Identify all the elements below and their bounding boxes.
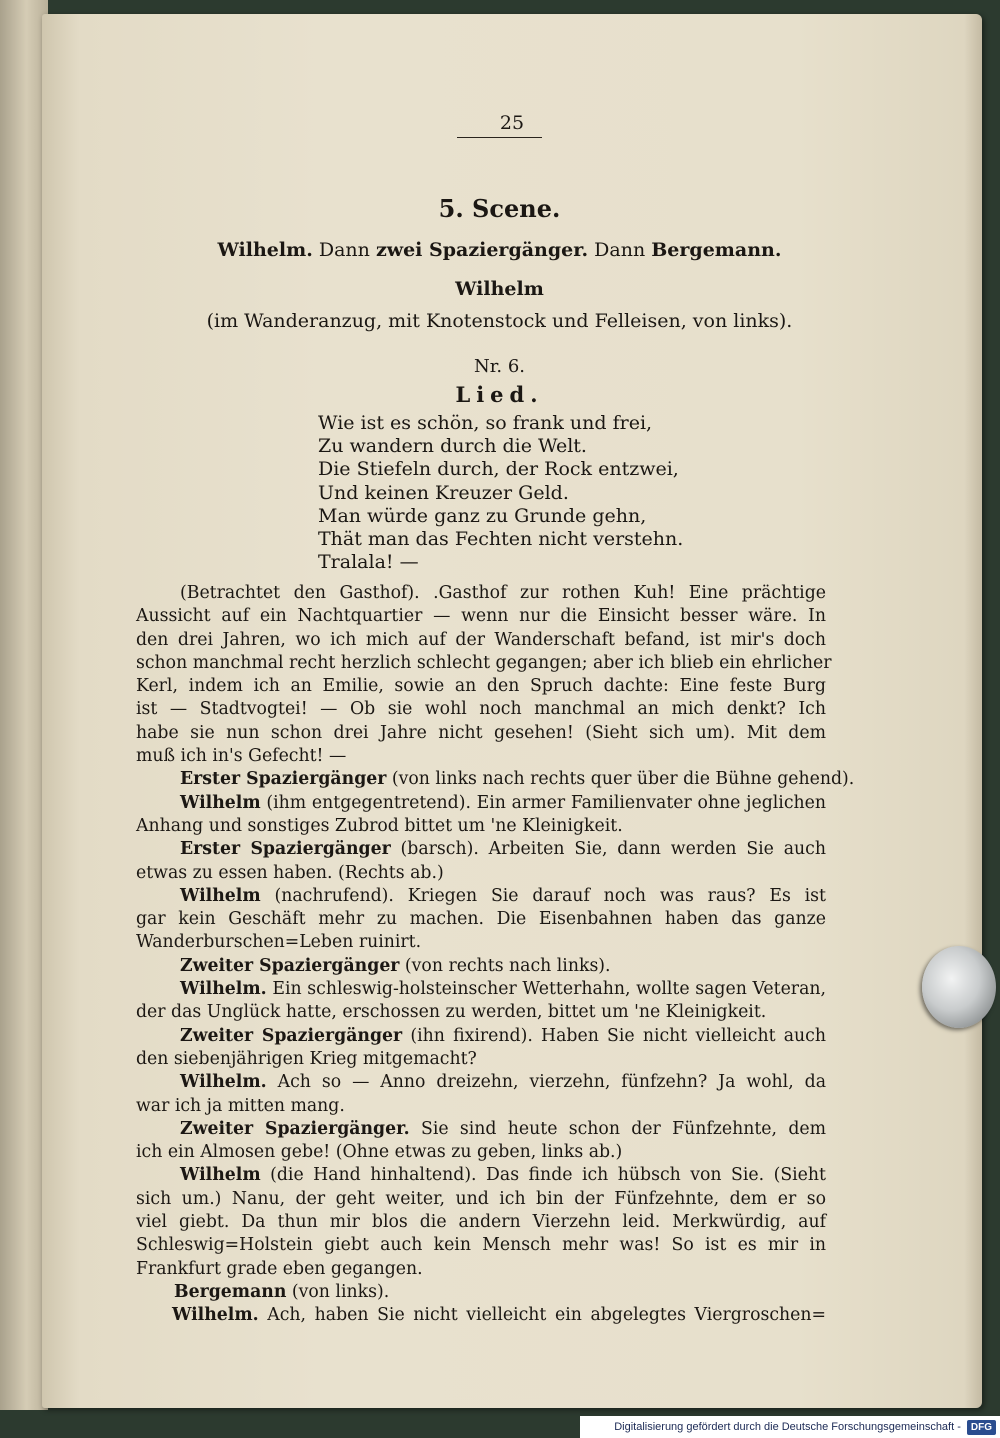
text-line: etwas zu essen haben. (Rechts ab.) bbox=[136, 862, 444, 883]
verse-line: Und keinen Kreuzer Geld. bbox=[318, 481, 569, 504]
verse-line: Wie ist es schön, so frank und frei, bbox=[318, 412, 653, 434]
dialogue-line: Zweiter Spaziergänger (von rechts nach links). bbox=[180, 955, 611, 976]
page-number: 25 bbox=[499, 112, 525, 134]
speaker-name: Zweiter Spaziergänger bbox=[180, 955, 400, 976]
text-line: Schleswig=Holstein giebt auch kein Mensch mehr was! So ist es mir in bbox=[136, 1235, 826, 1256]
book-page bbox=[42, 14, 982, 1408]
credit-text: Digitalisierung gefördert durch die Deutsche Forschungsgemeinschaft - bbox=[614, 1421, 961, 1433]
speaker-name: Wilhelm bbox=[180, 885, 261, 906]
cast-name: Bergemann. bbox=[651, 239, 782, 261]
scene-title: 5. Scene. bbox=[438, 194, 561, 223]
verse-line: Die Stiefeln durch, der Rock entzwei, bbox=[318, 458, 679, 481]
text-line: habe sie nun schon drei Jahre nicht gesehen! (Sieht sich um). Mit dem bbox=[136, 722, 826, 743]
speaker-name: Wilhelm. bbox=[180, 1072, 267, 1093]
text-line: muß ich in's Gefecht! — bbox=[136, 746, 347, 767]
text-line: ich ein Almosen gebe! (Ohne etwas zu geben, links ab.) bbox=[136, 1142, 623, 1163]
credit-bar bbox=[580, 1416, 1000, 1438]
text-line: sich um.) Nanu, der geht weiter, und ich bin der Fünfzehnte, dem er so bbox=[136, 1188, 826, 1209]
dialogue-line: Wilhelm (die Hand hinhaltend). Das finde ich hübsch von Sie. (Sieht bbox=[180, 1165, 826, 1186]
speaker-name: Wilhelm bbox=[180, 1165, 261, 1186]
speaker-name: Erster Spaziergänger bbox=[180, 839, 391, 860]
speaker-name: Wilhelm. bbox=[172, 1305, 259, 1326]
text-line: Anhang und sonstiges Zubrod bittet um 'ne Kleinigkeit. bbox=[136, 815, 623, 836]
text-line: den drei Jahren, wo ich mich auf der Wanderschaft befand, ist mir's doch bbox=[136, 629, 826, 650]
dialogue-line: Erster Spaziergänger (von links nach rechts quer über die Bühne gehend). bbox=[180, 769, 855, 790]
dialogue-line: Erster Spaziergänger (barsch). Arbeiten Sie, dann werden Sie auch bbox=[180, 839, 826, 860]
dialogue-text bbox=[136, 582, 855, 1328]
page-edge-shading bbox=[964, 14, 982, 1408]
speaker-heading: Wilhelm bbox=[455, 278, 544, 300]
dialogue-line: Wilhelm. Ach, haben Sie nicht vielleicht ein abgelegtes Viergroschen= bbox=[172, 1305, 826, 1326]
stage-direction: (im Wanderanzug, mit Knotenstock und Felleisen, von links). bbox=[206, 310, 793, 332]
dialogue-line: Wilhelm. Ach so — Anno dreizehn, vierzehn, fünfzehn? Ja wohl, da bbox=[180, 1072, 826, 1093]
text-line: schon manchmal recht herzlich schlecht gegangen; aber ich blieb ein ehrlicher bbox=[136, 652, 832, 673]
speaker-name: Zweiter Spaziergänger bbox=[180, 1025, 403, 1046]
dialogue-line: Wilhelm (ihm entgegentretend). Ein armer Familienvater ohne jeglichen bbox=[180, 792, 826, 813]
text-line: ist — Stadtvogtei! — Ob sie wohl noch manchmal an mich denkt? Ich bbox=[136, 699, 826, 720]
facing-page-edge bbox=[0, 0, 48, 1410]
text-line: Aussicht auf ein Nachtquartier — wenn nur die Einsicht besser wäre. In bbox=[136, 606, 826, 627]
speaker-name: Wilhelm bbox=[180, 792, 261, 813]
page-clip-object bbox=[922, 946, 996, 1028]
speaker-name: Bergemann bbox=[174, 1281, 287, 1302]
text-line: Wanderburschen=Leben ruinirt. bbox=[136, 932, 422, 953]
text-line: den siebenjährigen Krieg mitgemacht? bbox=[136, 1048, 477, 1069]
text-line: Kerl, indem ich an Emilie, sowie an den Spruch dachte: Eine feste Burg bbox=[136, 676, 826, 697]
verse-line: Thät man das Fechten nicht verstehn. bbox=[318, 528, 684, 551]
verse-line: Zu wandern durch die Welt. bbox=[318, 435, 587, 458]
dialogue-line: Bergemann (von links). bbox=[174, 1281, 390, 1302]
text-line: der das Unglück hatte, erschossen zu werden, bittet um 'ne Kleinigkeit. bbox=[136, 1002, 767, 1023]
text-line: Frankfurt grade eben gegangen. bbox=[136, 1258, 423, 1279]
dialogue-line: Zweiter Spaziergänger (ihn fixirend). Haben Sie nicht vielleicht auch bbox=[180, 1025, 826, 1046]
text-line: gar kein Geschäft mehr zu machen. Die Eisenbahnen haben das ganze bbox=[136, 909, 826, 930]
speaker-name: Wilhelm. bbox=[180, 979, 267, 1000]
cast-separator: Dann bbox=[594, 239, 646, 261]
dialogue-line: Wilhelm (nachrufend). Kriegen Sie darauf noch was raus? Es ist bbox=[180, 885, 826, 906]
dialogue-line: Zweiter Spaziergänger. Sie sind heute schon der Fünfzehnte, dem bbox=[180, 1118, 826, 1139]
verse-line: Tralala! — bbox=[318, 551, 419, 574]
cast-line bbox=[42, 239, 957, 261]
speaker-name: Zweiter Spaziergänger. bbox=[180, 1118, 410, 1139]
page-number-rule bbox=[457, 137, 542, 138]
cast-name: Wilhelm. bbox=[217, 239, 313, 261]
text-line: (Betrachtet den Gasthof). .Gasthof zur rothen Kuh! Eine prächtige bbox=[180, 583, 826, 603]
song-verse bbox=[318, 412, 683, 574]
cast-separator: Dann bbox=[318, 239, 370, 261]
speaker-name: Erster Spaziergänger bbox=[180, 769, 387, 790]
dialogue-line: Wilhelm. Ein schleswig-holsteinscher Wetterhahn, wollte sagen Veteran, bbox=[180, 979, 826, 1000]
verse-line: Man würde ganz zu Grunde gehn, bbox=[318, 504, 647, 527]
text-line: war ich ja mitten mang. bbox=[136, 1095, 345, 1116]
song-number: Nr. 6. bbox=[474, 356, 525, 377]
text-line: viel giebt. Da thun mir blos die andern Vierzehn leid. Merkwürdig, auf bbox=[136, 1212, 826, 1233]
dfg-logo: DFG bbox=[967, 1420, 996, 1435]
cast-name: zwei Spaziergänger. bbox=[375, 239, 589, 261]
song-title: Lied. bbox=[455, 382, 544, 407]
